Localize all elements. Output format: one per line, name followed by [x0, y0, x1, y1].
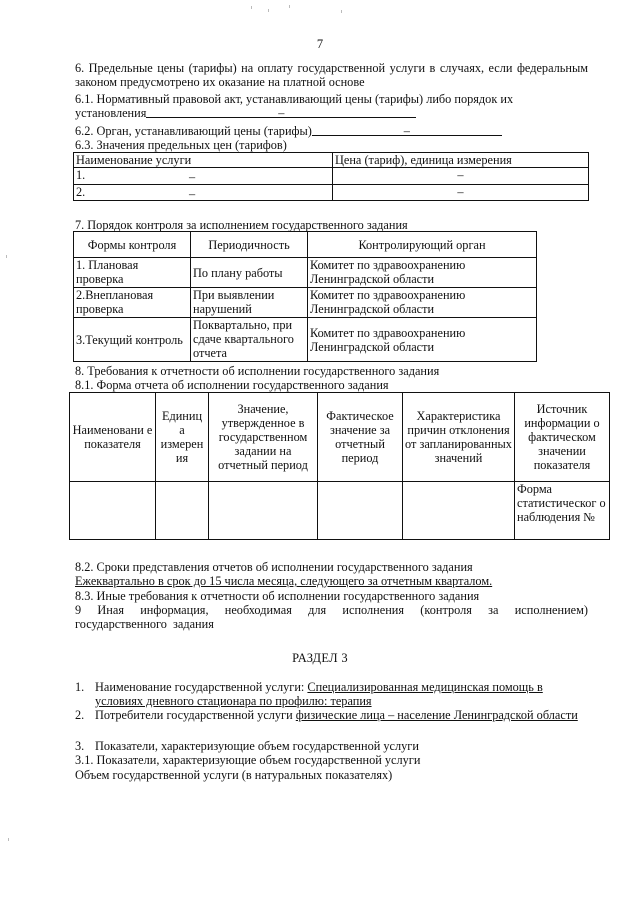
- table-cell: 3.Текущий контроль: [74, 318, 191, 362]
- paragraph-9: 9 Иная информация, необходимая для исполнения (контроля за исполнением) государственного задания: [75, 603, 588, 631]
- paragraph-6: 6. Предельные цены (тарифы) на оплату государственной услуги в случаях, если федеральным законом предусмотрено их оказание на платной основе: [75, 61, 588, 89]
- paragraph-3-1: 3.1. Показатели, характеризующие объем государственной услуги: [75, 753, 421, 767]
- dash: –: [189, 170, 196, 184]
- section-3-heading: РАЗДЕЛ 3: [292, 651, 348, 665]
- section-8-title: 8. Требования к отчетности об исполнении государственного задания: [75, 364, 440, 378]
- item-label: Наименование государственной услуги:: [95, 680, 305, 694]
- row-number: 2.: [76, 185, 86, 199]
- report-table-header: Источник информации о фактическом значении показателя: [515, 393, 610, 482]
- table-row: [74, 288, 537, 318]
- table-cell: 2.Внеплановая проверка: [74, 288, 191, 318]
- table-cell: Комитет по здравоохранению Ленинградской области: [308, 258, 537, 288]
- item-label: Потребители государственной услуги: [95, 708, 293, 722]
- report-table-header: Наименовани е показателя: [70, 393, 156, 482]
- paragraph-6-3: 6.3. Значения предельных цен (тарифов): [75, 138, 287, 152]
- table-cell: –: [333, 185, 589, 201]
- table-row: [74, 258, 537, 288]
- volume-caption: Объем государственной услуги (в натуральных показателях): [75, 768, 393, 782]
- paragraph-6-1-line2: [75, 106, 416, 120]
- price-table: [73, 152, 589, 201]
- list-item-1: [75, 680, 589, 708]
- report-table-header: Значение, утвержденное в государственном задании на отчетный период: [209, 393, 318, 482]
- page-number: 7: [316, 37, 324, 51]
- report-deadline: Ежеквартально в срок до 15 числа месяца, следующего за отчетным кварталом.: [75, 574, 493, 588]
- table-cell: 1. Плановая проверка: [74, 258, 191, 288]
- control-table: [73, 231, 537, 362]
- table-row: [70, 482, 610, 540]
- control-table-header: Периодичность: [191, 232, 308, 258]
- paragraph-6-2: [75, 124, 502, 138]
- list-text: [95, 680, 589, 708]
- list-text: [95, 708, 589, 722]
- paragraph-6-1-line1: 6.1. Нормативный правовой акт, устанавливающий цены (тарифы) либо порядок их: [75, 92, 514, 106]
- scan-speck: [8, 838, 9, 841]
- report-table: [69, 392, 610, 540]
- item-value: Специализированная медицинская помощь в условиях дневного стационара по профилю: терапия: [95, 680, 543, 708]
- list-item-3: [75, 739, 589, 753]
- blank-line: [312, 124, 502, 136]
- table-cell: [403, 482, 515, 540]
- table-cell: [74, 168, 333, 185]
- scan-speck: [268, 9, 269, 12]
- section-7-title: 7. Порядок контроля за исполнением государственного задания: [75, 218, 408, 232]
- price-table-header: Наименование услуги: [74, 153, 333, 168]
- list-text: Показатели, характеризующие объем государственной услуги: [95, 739, 419, 753]
- paragraph-8-2: 8.2. Сроки представления отчетов об исполнении государственного задания: [75, 560, 473, 574]
- paragraph-8-3: 8.3. Иные требования к отчетности об исполнении государственного задания: [75, 589, 480, 603]
- report-table-header: Фактическое значение за отчетный период: [318, 393, 403, 482]
- table-cell: [318, 482, 403, 540]
- table-cell: Поквартально, при сдаче квартального отчета: [191, 318, 308, 362]
- table-row: [74, 318, 537, 362]
- table-cell: При выявлении нарушений: [191, 288, 308, 318]
- control-table-header: Контролирующий орган: [308, 232, 537, 258]
- table-cell: [70, 482, 156, 540]
- report-table-header: Единиц а измерен ия: [156, 393, 209, 482]
- table-cell: –: [333, 168, 589, 185]
- scan-speck: [251, 6, 252, 9]
- table-cell: Комитет по здравоохранению Ленинградской области: [308, 288, 537, 318]
- dash: –: [189, 187, 196, 201]
- control-table-header: Формы контроля: [74, 232, 191, 258]
- report-table-header: Характеристика причин отклонения от запланированных значений: [403, 393, 515, 482]
- dash: –: [278, 106, 285, 120]
- table-cell: [74, 185, 333, 201]
- item-value: физические лица – население Ленинградской области: [295, 708, 578, 722]
- paragraph-6-2-label: 6.2. Орган, устанавливающий цены (тарифы): [75, 124, 312, 138]
- price-table-header: Цена (тариф), единица измерения: [333, 153, 589, 168]
- dash: –: [403, 124, 410, 138]
- list-number: 1.: [75, 680, 85, 694]
- scan-speck: [289, 5, 290, 8]
- table-cell: По плану работы: [191, 258, 308, 288]
- blank-line: [146, 106, 416, 118]
- table-cell: [209, 482, 318, 540]
- table-cell: [156, 482, 209, 540]
- table-cell: Комитет по здравоохранению Ленинградской области: [308, 318, 537, 362]
- list-number: 2.: [75, 708, 85, 722]
- scan-speck: [341, 10, 342, 13]
- table-row: [74, 168, 589, 185]
- list-item-2: [75, 708, 589, 736]
- scan-speck: [6, 255, 7, 258]
- paragraph-8-1: 8.1. Форма отчета об исполнении государственного задания: [75, 378, 389, 392]
- row-number: 1.: [76, 168, 86, 182]
- list-number: 3.: [75, 739, 85, 753]
- table-row: [74, 185, 589, 201]
- paragraph-6-1-label: установления: [75, 106, 147, 120]
- table-cell: Форма статистическог о наблюдения №: [515, 482, 610, 540]
